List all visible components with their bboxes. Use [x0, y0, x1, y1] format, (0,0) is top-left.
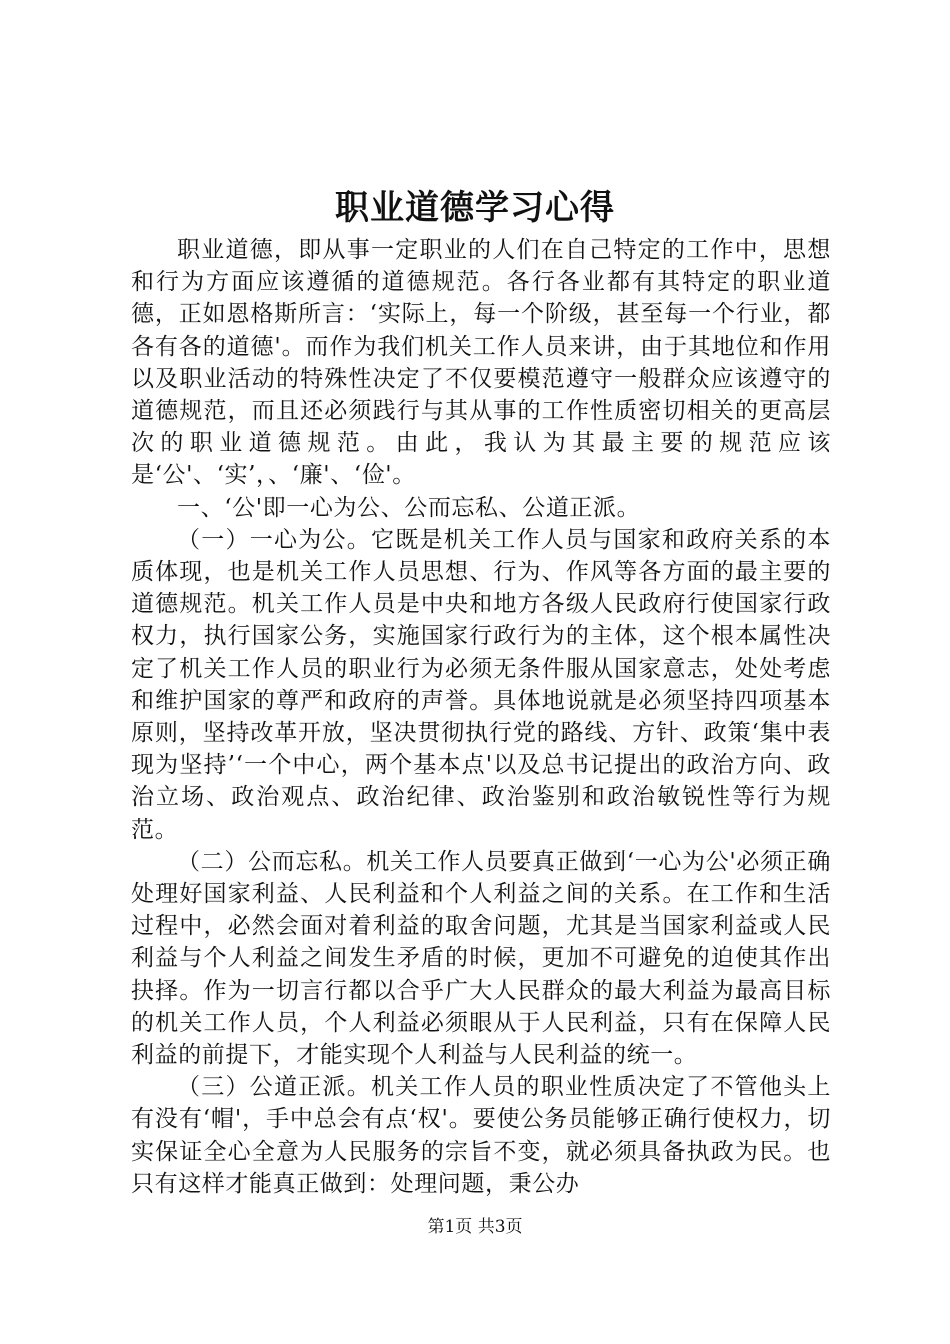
paragraph-point-1: （一）一心为公。它既是机关工作人员与国家和政府关系的本质体现，也是机关工作人员思想、行为、作风等各方面的最主要的道德规范。机关工作人员是中央和地方各级人民政府行使国家行政权力，执行国家公务，实施国家行政行为的主体，这个根本属性决定了机关工作人员的职业行为必须无条件服从国家意志，处处考虑和维护国家的尊严和政府的声誉。具体地说就是必须坚持四项基本原则，坚持改革开放，坚决贯彻执行党的路线、方针、政策‘集中表现为坚持’‘一个中心，两个基本点'以及总书记提出的政治方向、政治立场、政治观点、政治纪律、政治鉴别和政治敏锐性等行为规范。	[131, 526, 831, 843]
paragraph-point-2: （二）公而忘私。机关工作人员要真正做到‘一心为公'必须正确处理好国家利益、人民利益和个人利益之间的关系。在工作和生活过程中，必然会面对着利益的取舍问题，尤其是当国家利益或人民利益与个人利益之间发生矛盾的时候，更加不可避免的迫使其作出抉择。作为一切言行都以合乎广大人民群众的最大利益为最高目标的机关工作人员，个人利益必须眼从于人民利益，只有在保障人民利益的前提下，才能实现个人利益与人民利益的统一。	[131, 848, 831, 1069]
document-title: 职业道德学习心得	[335, 188, 615, 228]
paragraph-section-heading: 一、‘公'即一心为公、公而忘私、公道正派。	[177, 494, 641, 521]
document-body	[131, 234, 831, 1200]
paragraph-point-3: （三）公道正派。机关工作人员的职业性质决定了不管他头上有没有‘帽'，手中总会有点‘权'。要使公务员能够正确行使权力，切实保证全心全意为人民服务的宗旨不变，就必须具备执政为民。也只有这样才能真正做到：处理问题，秉公办	[131, 1074, 831, 1197]
paragraph-intro: 职业道德，即从事一定职业的人们在自己特定的工作中，思想和行为方面应该遵循的道德规范。各行各业都有其特定的职业道德，正如恩格斯所言：‘实际上，每一个阶级，甚至每一个行业，都各有各的道德'。而作为我们机关工作人员来讲，由于其地位和作用以及职业活动的特殊性决定了不仅要模范遵守一般群众应该遵守的道德规范，而且还必须践行与其从事的工作性质密切相关的更高层次的职业道德规范。由此，我认为其最主要的规范应该是‘公'、‘实’，、‘廉'、‘俭'。	[131, 237, 831, 489]
page-footer: 第1页 共3页	[427, 1217, 523, 1237]
